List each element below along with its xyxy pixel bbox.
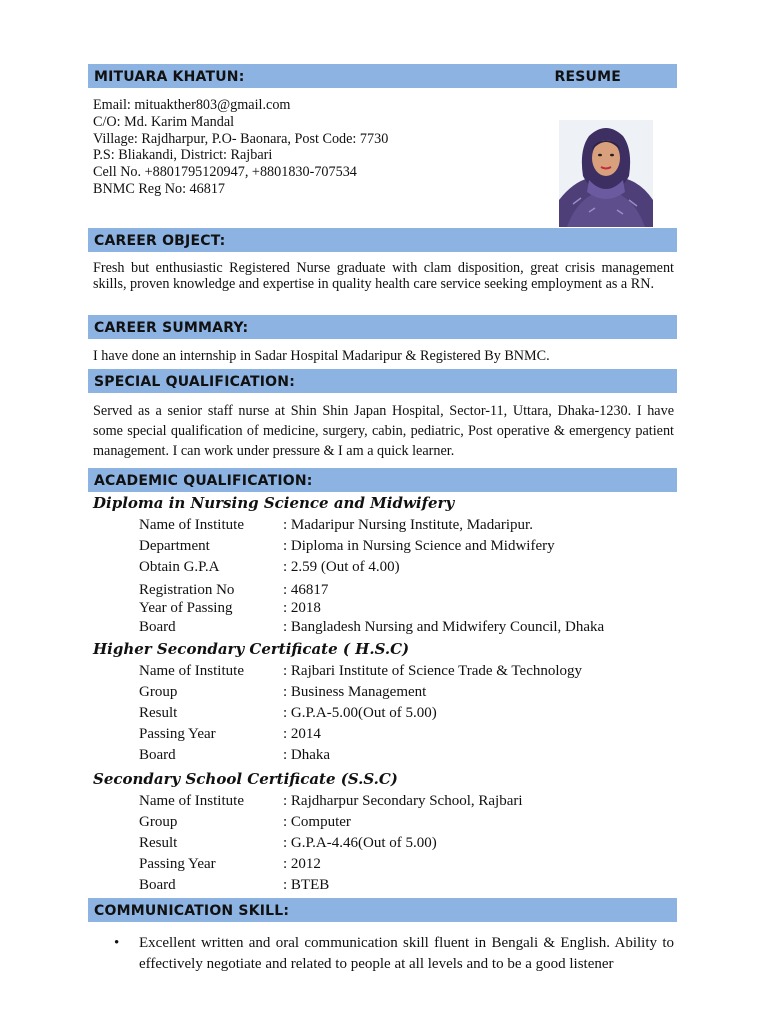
candidate-name: MITUARA KHATUN: bbox=[94, 69, 245, 85]
resume-page bbox=[88, 64, 677, 975]
detail-row: Year of Passing : 2018 bbox=[139, 600, 321, 616]
hsc-details bbox=[139, 661, 677, 766]
bullet-icon: • bbox=[114, 935, 120, 951]
contact-section bbox=[88, 88, 677, 228]
detail-row: Obtain G.P.A : 2.59 (Out of 4.00) bbox=[139, 559, 400, 575]
contact-bnmc-reg: BNMC Reg No: 46817 bbox=[93, 180, 226, 197]
communication-skill-heading: COMMUNICATION SKILL: bbox=[88, 898, 677, 922]
list-item: • Excellent written and oral communication skill fluent in Bengali & English. Ability to effectively negotiate and related to people at all levels and to be a good listener bbox=[114, 935, 674, 972]
special-qualification-text: Served as a senior staff nurse at Shin Shin Japan Hospital, Sector-11, Uttara, Dhaka-1230. I have some special qualification of medicine, surgery, cabin, pediatric, Post operative & emergency patient management. I can work under pressure & I am a quick learner. bbox=[93, 403, 674, 459]
contact-care-of: C/O: Md. Karim Mandal bbox=[93, 113, 235, 130]
profile-photo-illustration bbox=[559, 120, 653, 227]
career-summary-heading: CAREER SUMMARY: bbox=[88, 315, 677, 339]
detail-row: Department : Diploma in Nursing Science and Midwifery bbox=[139, 538, 555, 554]
special-qualification-heading: SPECIAL QUALIFICATION: bbox=[88, 369, 677, 393]
career-object-heading: CAREER OBJECT: bbox=[88, 228, 677, 252]
detail-row: Registration No : 46817 bbox=[139, 582, 329, 598]
detail-row: Result : G.P.A-4.46(Out of 5.00) bbox=[139, 835, 437, 851]
detail-row: Passing Year : 2012 bbox=[139, 856, 321, 872]
detail-row: Passing Year : 2014 bbox=[139, 726, 321, 742]
ssc-details bbox=[139, 791, 677, 896]
contact-email: Email: mituakther803@gmail.com bbox=[93, 97, 291, 113]
communication-skill-list bbox=[88, 933, 677, 975]
detail-row: Board : Dhaka bbox=[139, 747, 331, 763]
diploma-details bbox=[139, 515, 677, 638]
detail-row: Board : Bangladesh Nursing and Midwifery Council, Dhaka bbox=[139, 619, 605, 635]
contact-village: Village: Rajdharpur, P.O- Baonara, Post Code: 7730 bbox=[93, 130, 389, 147]
detail-row: Name of Institute : Madaripur Nursing Institute, Madaripur. bbox=[139, 517, 533, 533]
academic-qualification-heading: ACADEMIC QUALIFICATION: bbox=[88, 468, 677, 492]
career-object-text: Fresh but enthusiastic Registered Nurse graduate with clam disposition, great crisis management skills, proven knowledge and expertise in quality health care service seeking employment as a RN. bbox=[93, 260, 674, 293]
detail-row: Result : G.P.A-5.00(Out of 5.00) bbox=[139, 705, 437, 721]
detail-row: Group : Business Management bbox=[139, 684, 427, 700]
detail-row: Group : Computer bbox=[139, 814, 351, 830]
hsc-title: Higher Secondary Certificate ( H.S.C) bbox=[93, 640, 410, 658]
contact-district: P.S: Bliakandi, District: Rajbari bbox=[93, 147, 273, 164]
diploma-title: Diploma in Nursing Science and Midwifery bbox=[93, 494, 455, 512]
resume-title: RESUME bbox=[554, 69, 621, 85]
ssc-title: Secondary School Certificate (S.S.C) bbox=[93, 770, 398, 788]
name-header-bar bbox=[88, 64, 677, 88]
detail-row: Name of Institute : Rajbari Institute of Science Trade & Technology bbox=[139, 663, 583, 679]
detail-row: Board : BTEB bbox=[139, 877, 330, 893]
career-summary-text: I have done an internship in Sadar Hospital Madaripur & Registered By BNMC. bbox=[93, 348, 550, 364]
contact-phone: Cell No. +8801795120947, +8801830-707534 bbox=[93, 164, 357, 181]
profile-photo bbox=[559, 120, 653, 227]
detail-row: Name of Institute : Rajdharpur Secondary School, Rajbari bbox=[139, 793, 523, 809]
